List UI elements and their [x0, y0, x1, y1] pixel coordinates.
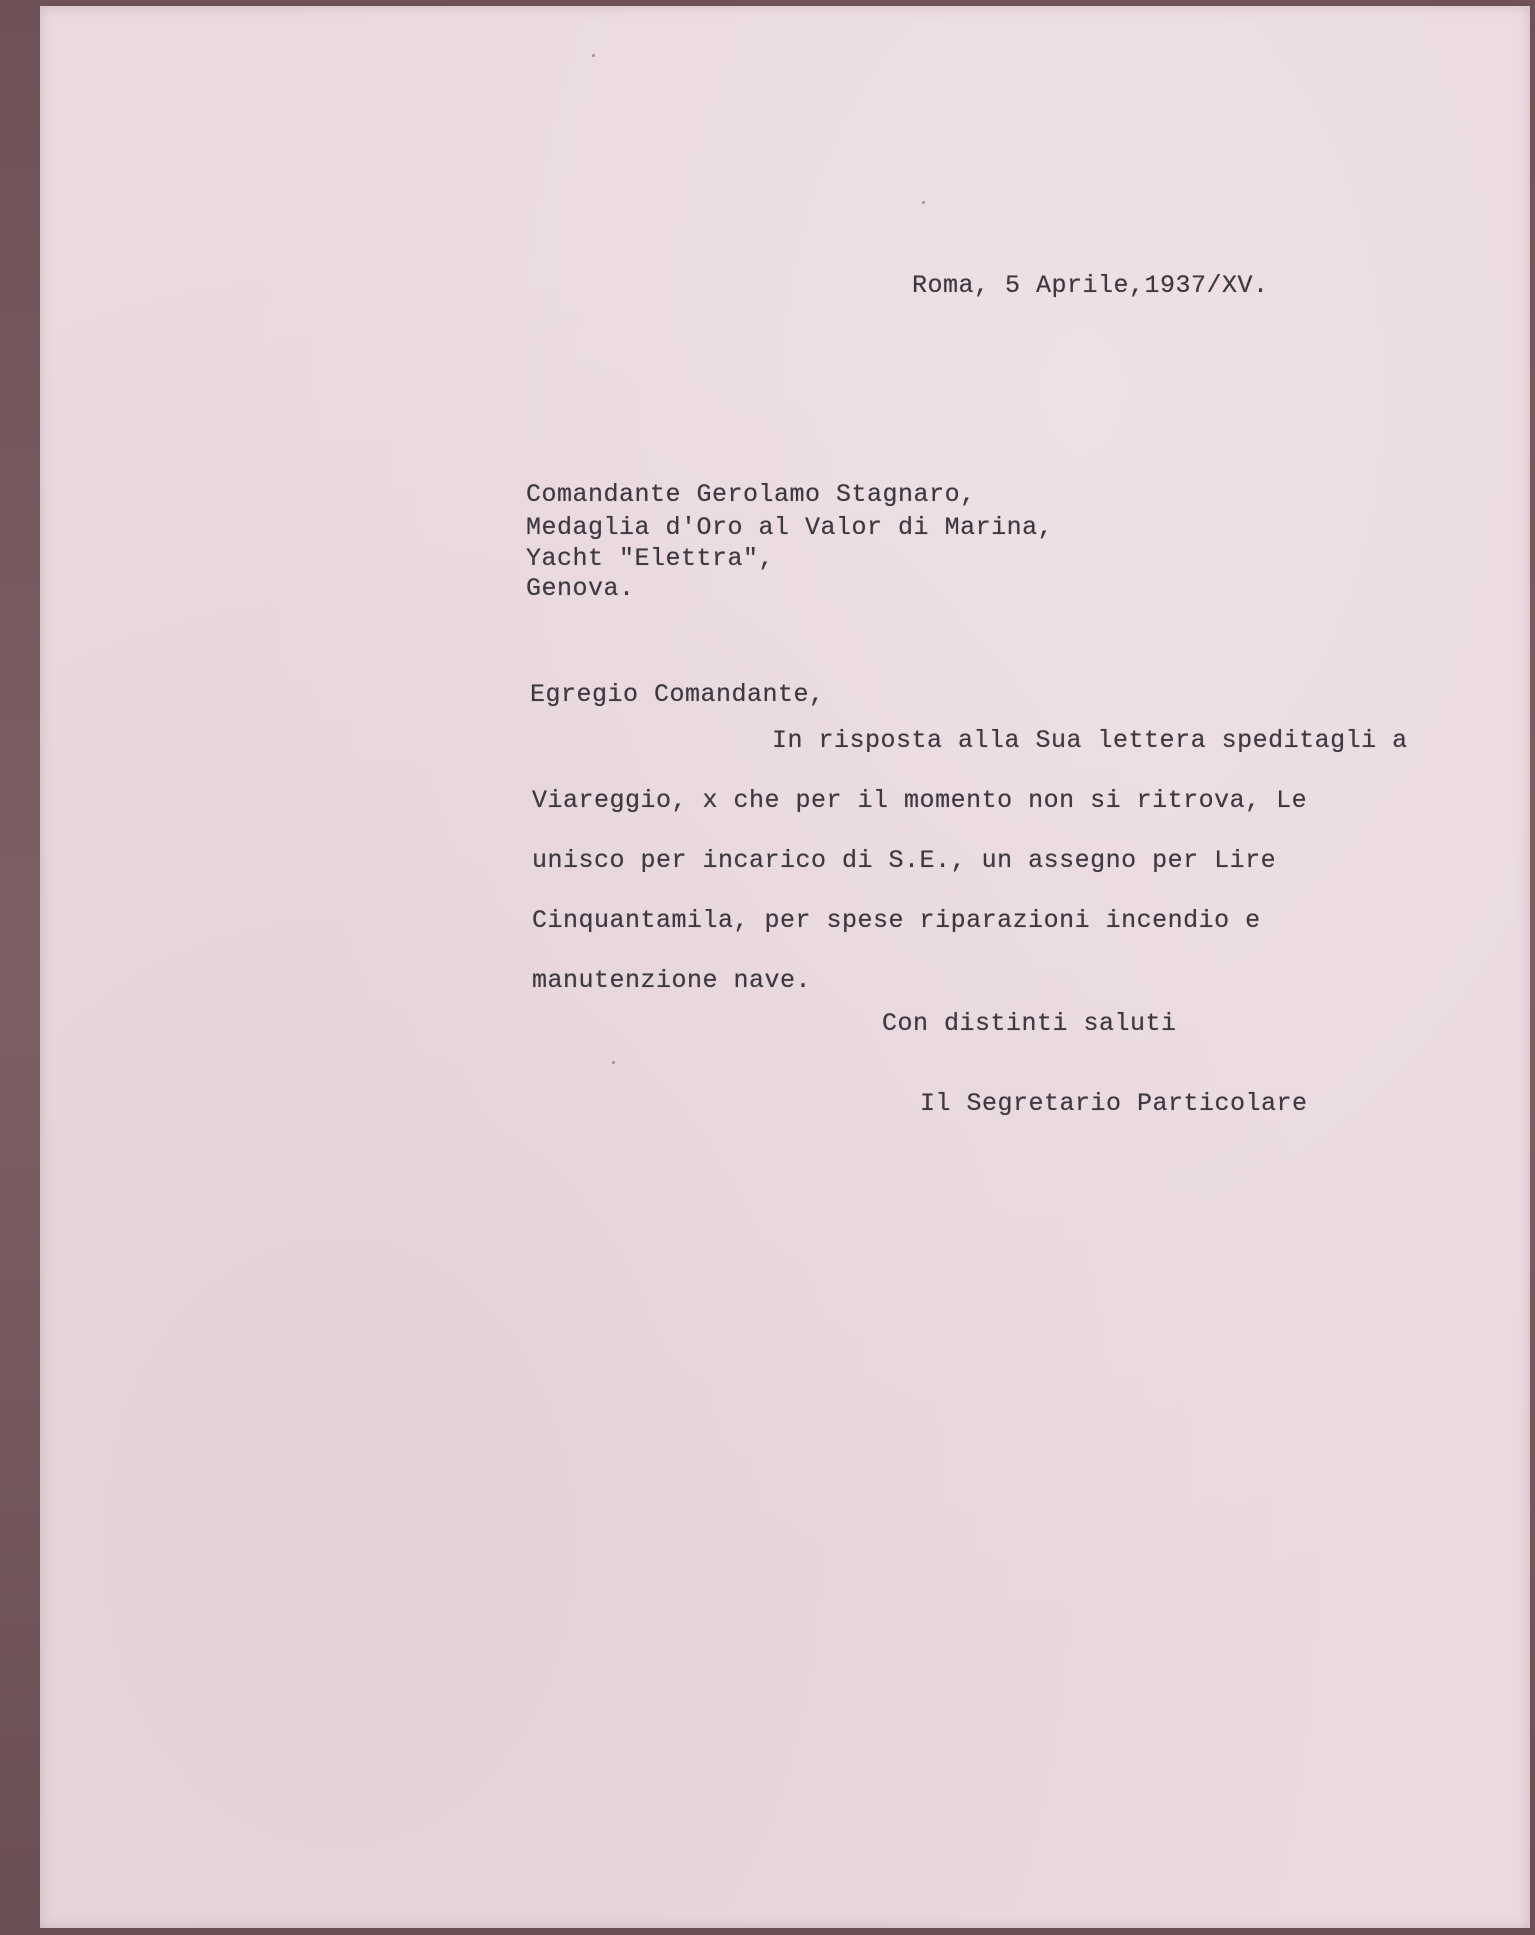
- paper-speck: [592, 54, 595, 57]
- letter-signature-title: Il Segretario Particolare: [920, 1089, 1308, 1118]
- recipient-honor: Medaglia d'Oro al Valor di Marina,: [526, 513, 1054, 542]
- letter-date: Roma, 5 Aprile,1937/XV.: [912, 271, 1269, 300]
- paper-speck: [612, 1061, 615, 1064]
- letter-page: [40, 6, 1530, 1928]
- recipient-city: Genova.: [526, 574, 635, 603]
- body-line-1: In risposta alla Sua lettera speditagli a: [772, 726, 1408, 755]
- paper-speck: [922, 201, 925, 204]
- recipient-name: Comandante Gerolamo Stagnaro,: [526, 480, 976, 509]
- body-line-2: Viareggio, x che per il momento non si ritrova, Le: [532, 786, 1308, 815]
- letter-closing: Con distinti saluti: [882, 1009, 1177, 1038]
- body-line-3: unisco per incarico di S.E., un assegno per Lire: [532, 846, 1277, 875]
- letter-salutation: Egregio Comandante,: [530, 680, 825, 709]
- recipient-vessel: Yacht "Elettra",: [526, 544, 775, 573]
- body-line-4: Cinquantamila, per spese riparazioni incendio e: [532, 906, 1261, 935]
- body-line-5: manutenzione nave.: [532, 966, 812, 995]
